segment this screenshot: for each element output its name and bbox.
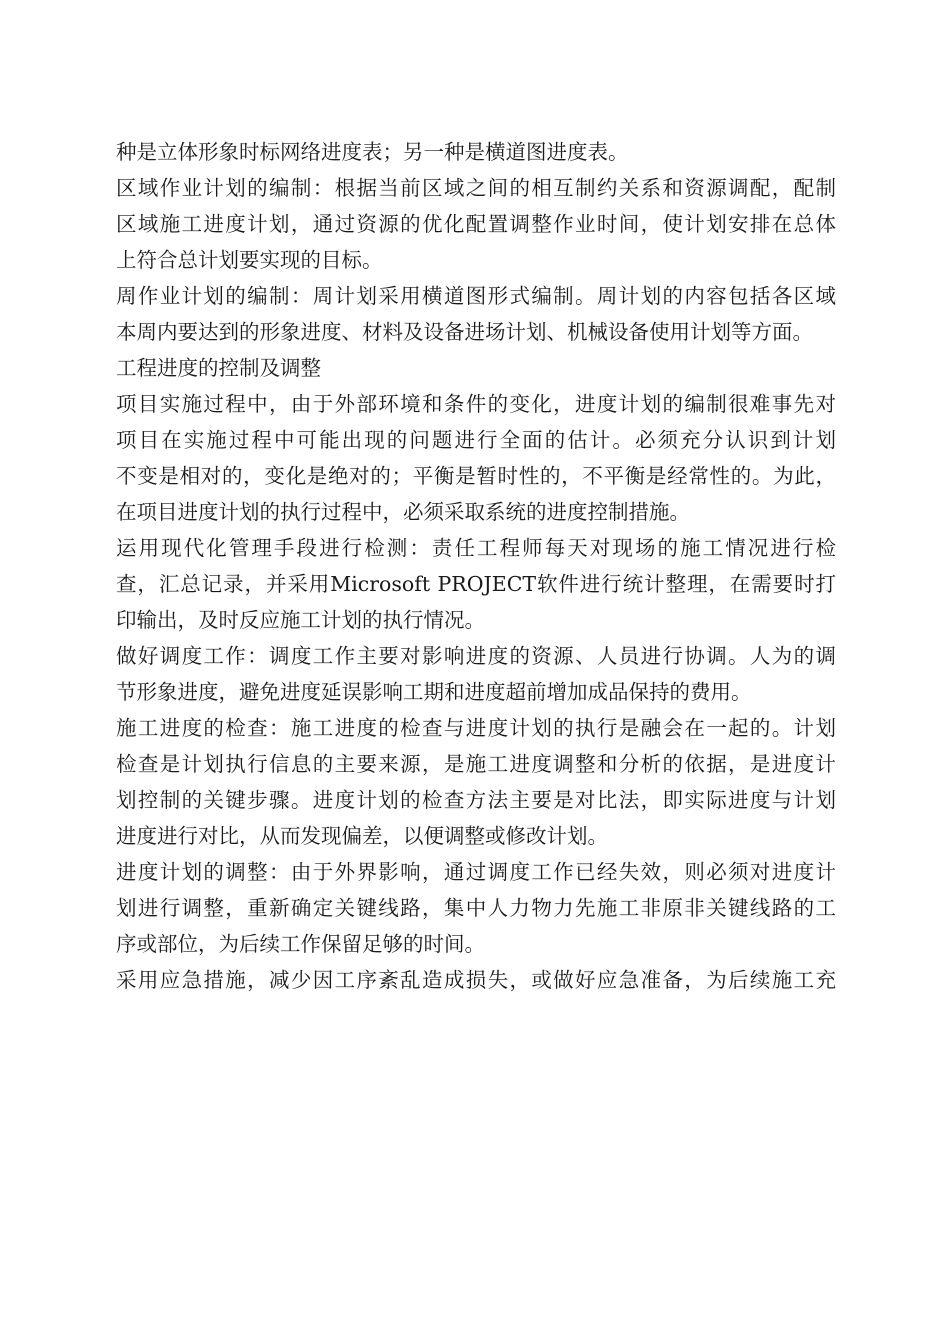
text-line: 检查是计划执行信息的主要来源，是施工进度调整和分析的依据，是进度计 xyxy=(116,752,836,776)
text-line: 进度计划的调整：由于外界影响，通过调度工作已经失效，则必须对进度计 xyxy=(116,860,836,884)
text-line: 划进行调整，重新确定关键线路，集中人力物力先施工非原非关键线路的工 xyxy=(116,896,836,920)
text-line: 项目在实施过程中可能出现的问题进行全面的估计。必须充分认识到计划 xyxy=(116,428,836,452)
text-line: 区域作业计划的编制：根据当前区域之间的相互制约关系和资源调配，配制 xyxy=(116,176,836,200)
text-line: 工程进度的控制及调整 xyxy=(116,356,321,380)
text-line: 种是立体形象时标网络进度表；另一种是横道图进度表。 xyxy=(116,140,629,164)
text-line: 项目实施过程中，由于外部环境和条件的变化，进度计划的编制很难事先对 xyxy=(116,392,836,416)
text-line: 序或部位，为后续工作保留足够的时间。 xyxy=(116,932,485,956)
text-line: 划控制的关键步骤。进度计划的检查方法主要是对比法，即实际进度与计划 xyxy=(116,788,836,812)
text-line: 上符合总计划要实现的目标。 xyxy=(116,248,383,272)
text-line: 本周内要达到的形象进度、材料及设备进场计划、机械设备使用计划等方面。 xyxy=(116,320,813,344)
text-line: 节形象进度，避免进度延误影响工期和进度超前增加成品保持的费用。 xyxy=(116,680,752,704)
text-line: 运用现代化管理手段进行检测：责任工程师每天对现场的施工情况进行检 xyxy=(116,536,836,560)
document-body xyxy=(116,134,836,998)
text-line: 周作业计划的编制：周计划采用横道图形式编制。周计划的内容包括各区域 xyxy=(116,284,836,308)
text-line: 印输出，及时反应施工计划的执行情况。 xyxy=(116,608,485,632)
text-line: 区域施工进度计划，通过资源的优化配置调整作业时间，使计划安排在总体 xyxy=(116,212,836,236)
text-line: 进度进行对比，从而发现偏差，以便调整或修改计划。 xyxy=(116,824,608,848)
text-line: 在项目进度计划的执行过程中，必须采取系统的进度控制措施。 xyxy=(116,500,690,524)
text-line: 查，汇总记录，并采用Microsoft PROJECT软件进行统计整理，在需要时打 xyxy=(116,572,836,596)
text-line: 做好调度工作：调度工作主要对影响进度的资源、人员进行协调。人为的调 xyxy=(116,644,836,668)
text-line: 采用应急措施，减少因工序紊乱造成损失，或做好应急准备，为后续施工充 xyxy=(116,968,836,992)
text-line: 不变是相对的，变化是绝对的；平衡是暂时性的，不平衡是经常性的。为此， xyxy=(116,464,836,488)
text-line: 施工进度的检查：施工进度的检查与进度计划的执行是融会在一起的。计划 xyxy=(116,716,836,740)
